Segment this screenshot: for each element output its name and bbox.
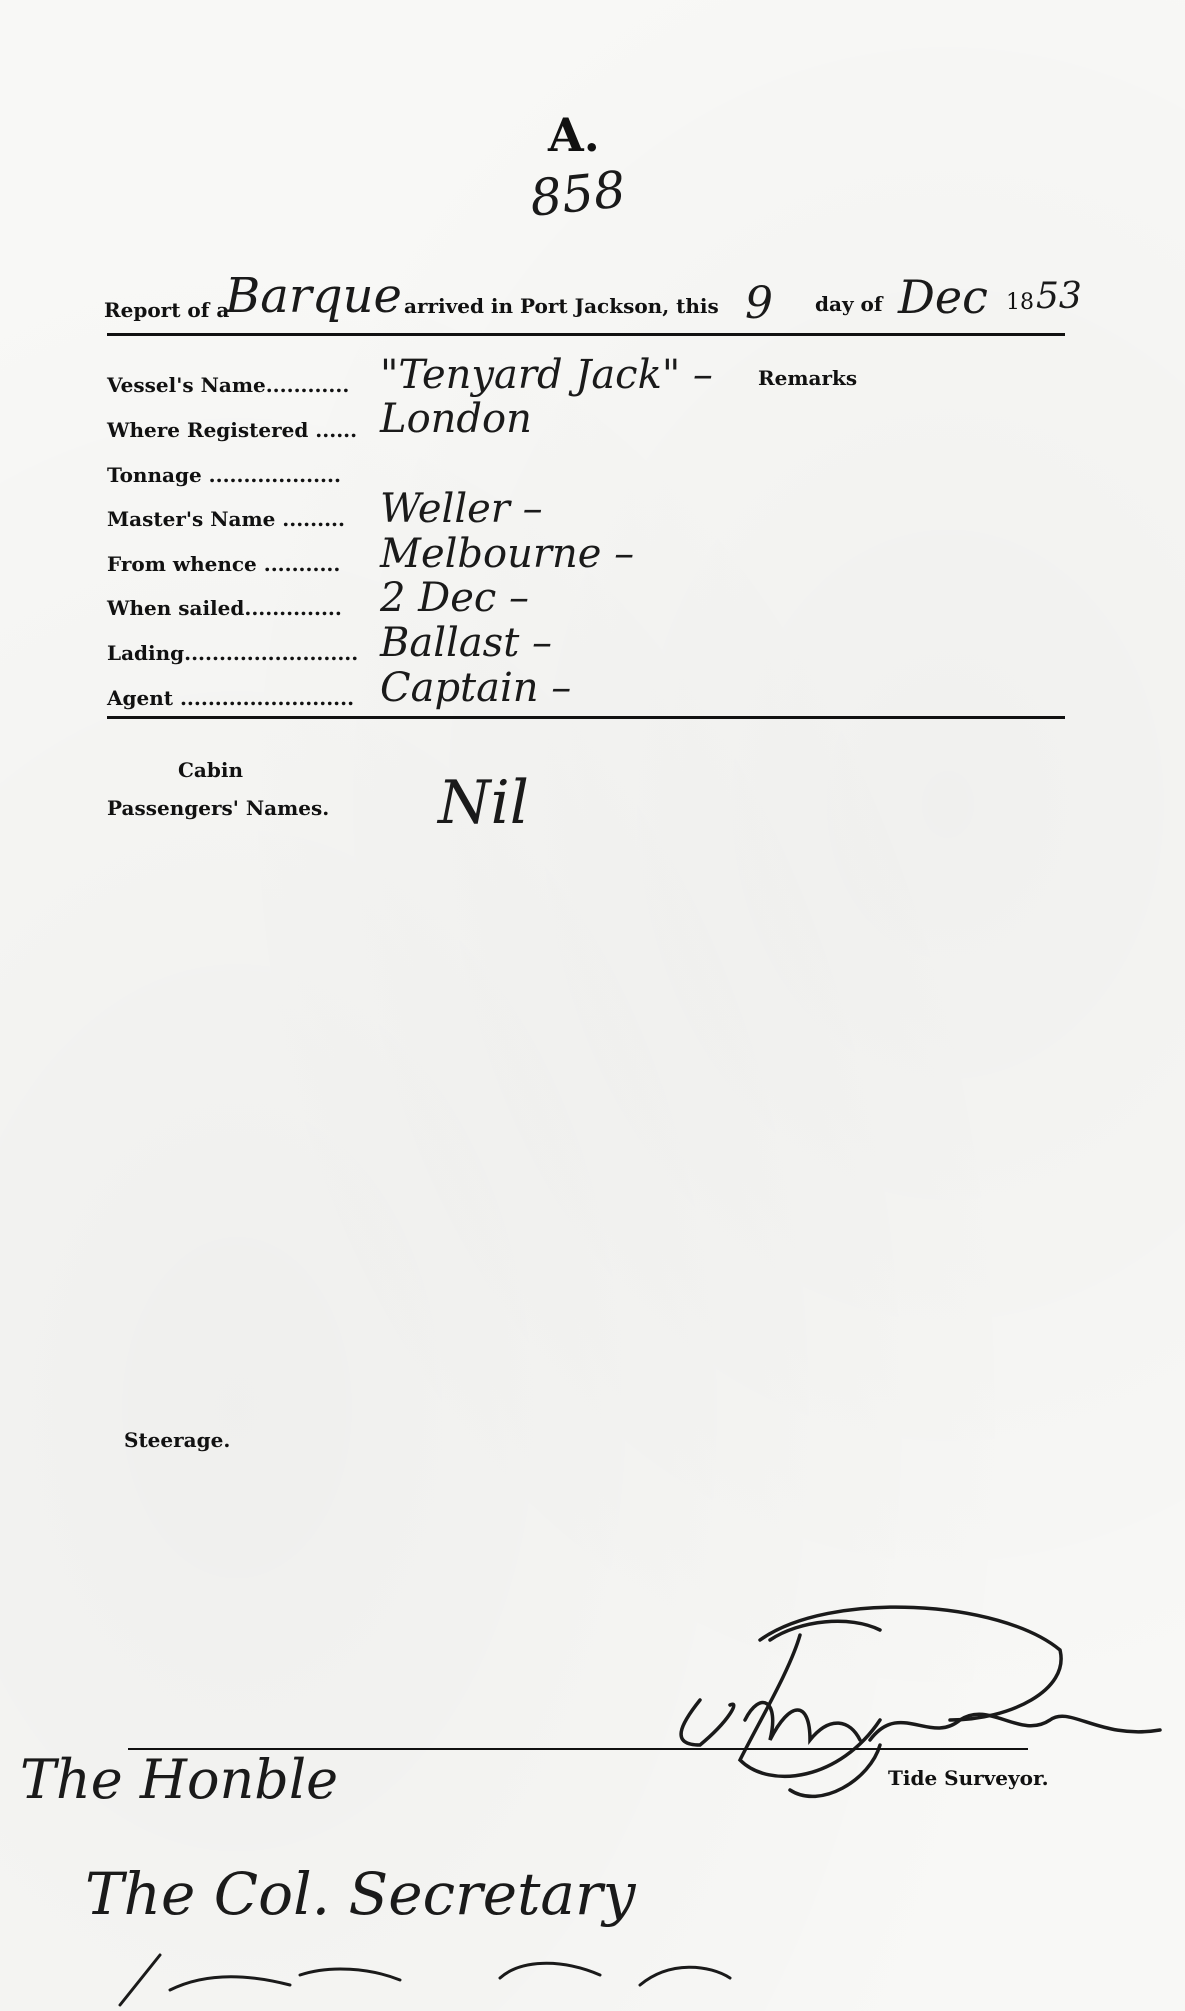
field-label-tonnage: Tonnage ................... [107, 463, 341, 487]
day-handwritten: 9 [745, 278, 773, 329]
tide-surveyor-label: Tide Surveyor. [888, 1766, 1049, 1790]
address-line-2: The Col. Secretary [85, 1860, 636, 1928]
report-prefix: Report of a [104, 298, 230, 322]
field-label-masters-name: Master's Name ......... [107, 507, 345, 531]
field-label-where-registered: Where Registered ...... [107, 418, 358, 442]
form-letter: A. [548, 108, 600, 162]
field-label-vessel-name: Vessel's Name............ [107, 373, 350, 397]
steerage-label: Steerage. [124, 1428, 231, 1452]
vessel-type-handwritten: Barque [225, 268, 402, 324]
field-value-from-whence: Melbourne – [380, 531, 635, 577]
field-value-where-registered: London [380, 396, 532, 442]
month-handwritten: Dec [898, 270, 988, 324]
field-value-masters-name: Weller – [380, 486, 543, 532]
field-value-when-sailed: 2 Dec – [380, 575, 530, 621]
year-prefix: 18 [1006, 290, 1034, 315]
field-label-when-sailed: When sailed.............. [107, 596, 342, 620]
field-value-vessel-name: "Tenyard Jack" – [380, 352, 713, 398]
address-line-1: The Honble [20, 1748, 339, 1811]
field-value-agent: Captain – [380, 665, 572, 711]
document-number: 858 [527, 160, 629, 228]
field-value-lading: Ballast – [380, 620, 552, 666]
report-middle-text: arrived in Port Jackson, this [404, 294, 719, 318]
field-label-agent: Agent ......................... [107, 686, 355, 710]
passengers-value-handwritten: Nil [438, 768, 529, 838]
cabin-label: Cabin [178, 758, 243, 782]
day-of-text: day of [815, 292, 883, 316]
year-suffix-handwritten: 53 [1036, 276, 1082, 317]
remarks-label: Remarks [758, 366, 858, 390]
field-label-from-whence: From whence ........... [107, 552, 341, 576]
field-label-lading: Lading......................... [107, 641, 359, 665]
passengers-names-label: Passengers' Names. [107, 796, 330, 820]
